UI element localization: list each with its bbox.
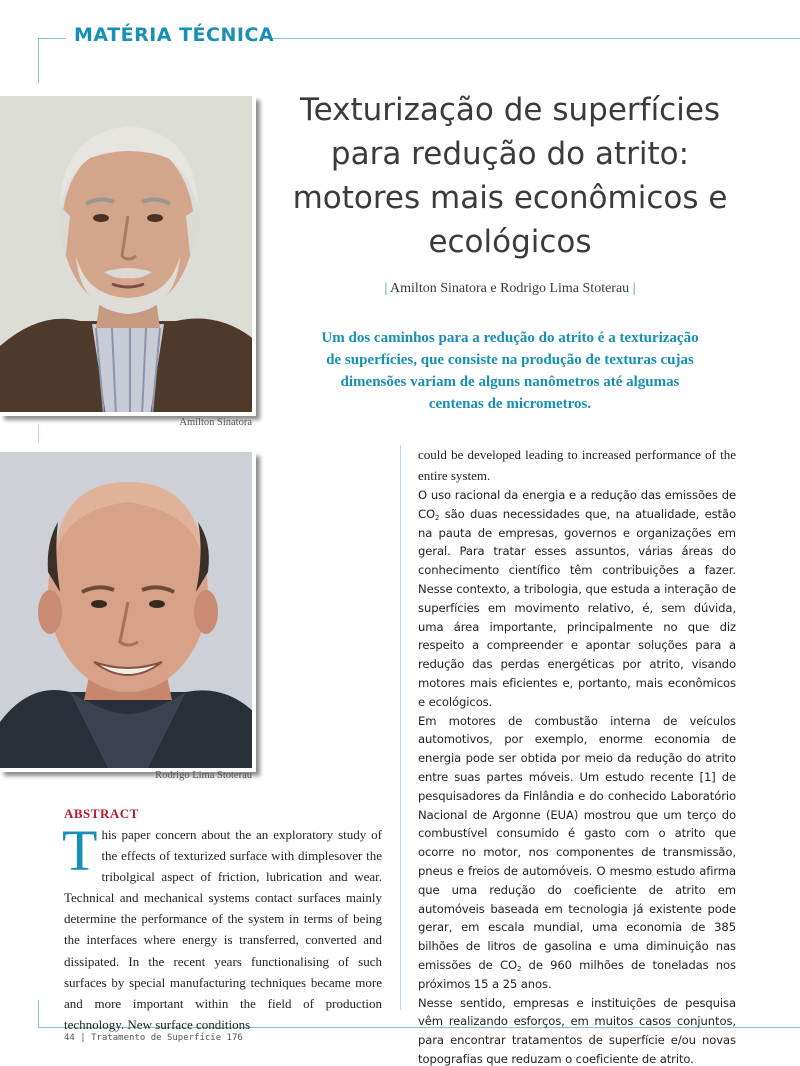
p2-text-a: Em motores de combustão interna de veículos automotivos, por exemplo, enorme economia de energia pode ser obtida por meio da redução do atrito entre suas partes móveis. Um estudo recente [1] de pesquisadores da Finlândia e do conhecido Laboratório Nacional de Argonne (EUA) mostrou que um terço do combustível consumido é gasto com o atrito que ocorre no motor, nos componentes de transmissão, pneus e freios de automóveis. O mesmo estudo afirma que uma redução do coeficiente de atrito em automóveis baseada em tecnologia já existente pode gerar, em escala mundial, uma economia de 385 bilhões de litros de gasolina e uma diminuição nas emissões de CO <box>418 713 736 972</box>
author-photo-1 <box>0 96 256 416</box>
p1-text-b: são duas necessidades que, na atualidade, estão na pauta de empresas, governos e organizações em geral. Para tratar esses assuntos, várias áreas do conhecimento científico têm contribuições a fazer. Nesse contexto, a tribologia, que estuda a interação de superfícies em movimento relativo, é, sem dúvida, uma área importante, principalmente no que diz respeito a compreender e apontar soluções para a redução das perdas energéticas por atrito, visando motores mais eficientes e, portanto, mais econômicos e ecológicos. <box>418 506 736 709</box>
frame-rule-bottom <box>38 1000 39 1028</box>
page-footer: 44 | Tratamento de Superfície 176 <box>64 1033 243 1043</box>
authors-bar-left: | <box>384 281 388 296</box>
authors-bar-right: | <box>632 281 636 296</box>
p2-subscript: 2 <box>516 964 522 973</box>
frame-rule-mid <box>38 425 39 443</box>
body-paragraph-2 <box>418 712 736 994</box>
lead-line: de superfícies, que consiste na produção de texturas cujas <box>326 352 694 368</box>
p1-subscript: 2 <box>435 513 440 522</box>
author-photo-2-caption: Rodrigo Lima Stoterau <box>155 770 252 781</box>
title-line: motores mais econômicos e <box>292 180 728 216</box>
article-lead <box>304 327 716 415</box>
lead-line: dimensões variam de alguns nanômetros até algumas <box>340 374 680 390</box>
column-divider <box>400 445 401 1010</box>
authors-names: Amilton Sinatora e Rodrigo Lima Stoterau <box>390 281 630 296</box>
abstract-text: his paper concern about the an exploratory study of the effects of texturized surface with dimplesover the tribolgical aspect of friction, lubrication and wear. Technical and mechanical systems contact surfaces mainly determine the performance of the system in terms of being the interfaces where energy is transferred, converted and dissipated. In the recent years functionalising of such surfaces by special manufacturing techniques became more and more important within the field of production technology. New surface conditions <box>64 827 382 1032</box>
lead-line: Um dos caminhos para a redução do atrito é a texturização <box>321 330 699 346</box>
section-label: MATÉRIA TÉCNICA <box>74 24 275 46</box>
title-line: para redução do atrito: <box>330 136 690 172</box>
article-title <box>284 88 736 264</box>
lead-line: centenas de micrometros. <box>428 396 592 412</box>
author-photo-2 <box>0 452 256 772</box>
abstract-continuation: could be developed leading to increased performance of the entire system. <box>418 447 736 483</box>
p2-text-b: de 960 milhões de toneladas nos próximos 15 a 25 anos. <box>418 957 736 991</box>
abstract-body <box>62 818 382 1035</box>
title-line: ecológicos <box>428 224 592 260</box>
p1-text-a: O uso racional da energia e a redução das emissões de CO <box>418 488 736 521</box>
header-rule-right <box>268 38 800 39</box>
body-paragraph-3: Nesse sentido, empresas e instituições de pesquisa vêm realizando esforços, em muitos casos conjuntos, para encontrar tratamentos de superfície e/ou novas topografias que reduzam o coeficiente de atrito. <box>418 995 736 1066</box>
header-rule-left <box>38 38 66 39</box>
author-photo-1-caption: Amilton Sinatora <box>179 417 252 428</box>
article-authors <box>284 281 736 297</box>
title-line: Texturização de superfícies <box>299 92 721 128</box>
abstract-dropcap: T <box>62 818 98 883</box>
body-paragraph-1 <box>418 486 736 712</box>
frame-rule-top <box>38 38 39 83</box>
abstract-heading: ABSTRACT <box>64 806 139 821</box>
body-column <box>418 444 736 1066</box>
